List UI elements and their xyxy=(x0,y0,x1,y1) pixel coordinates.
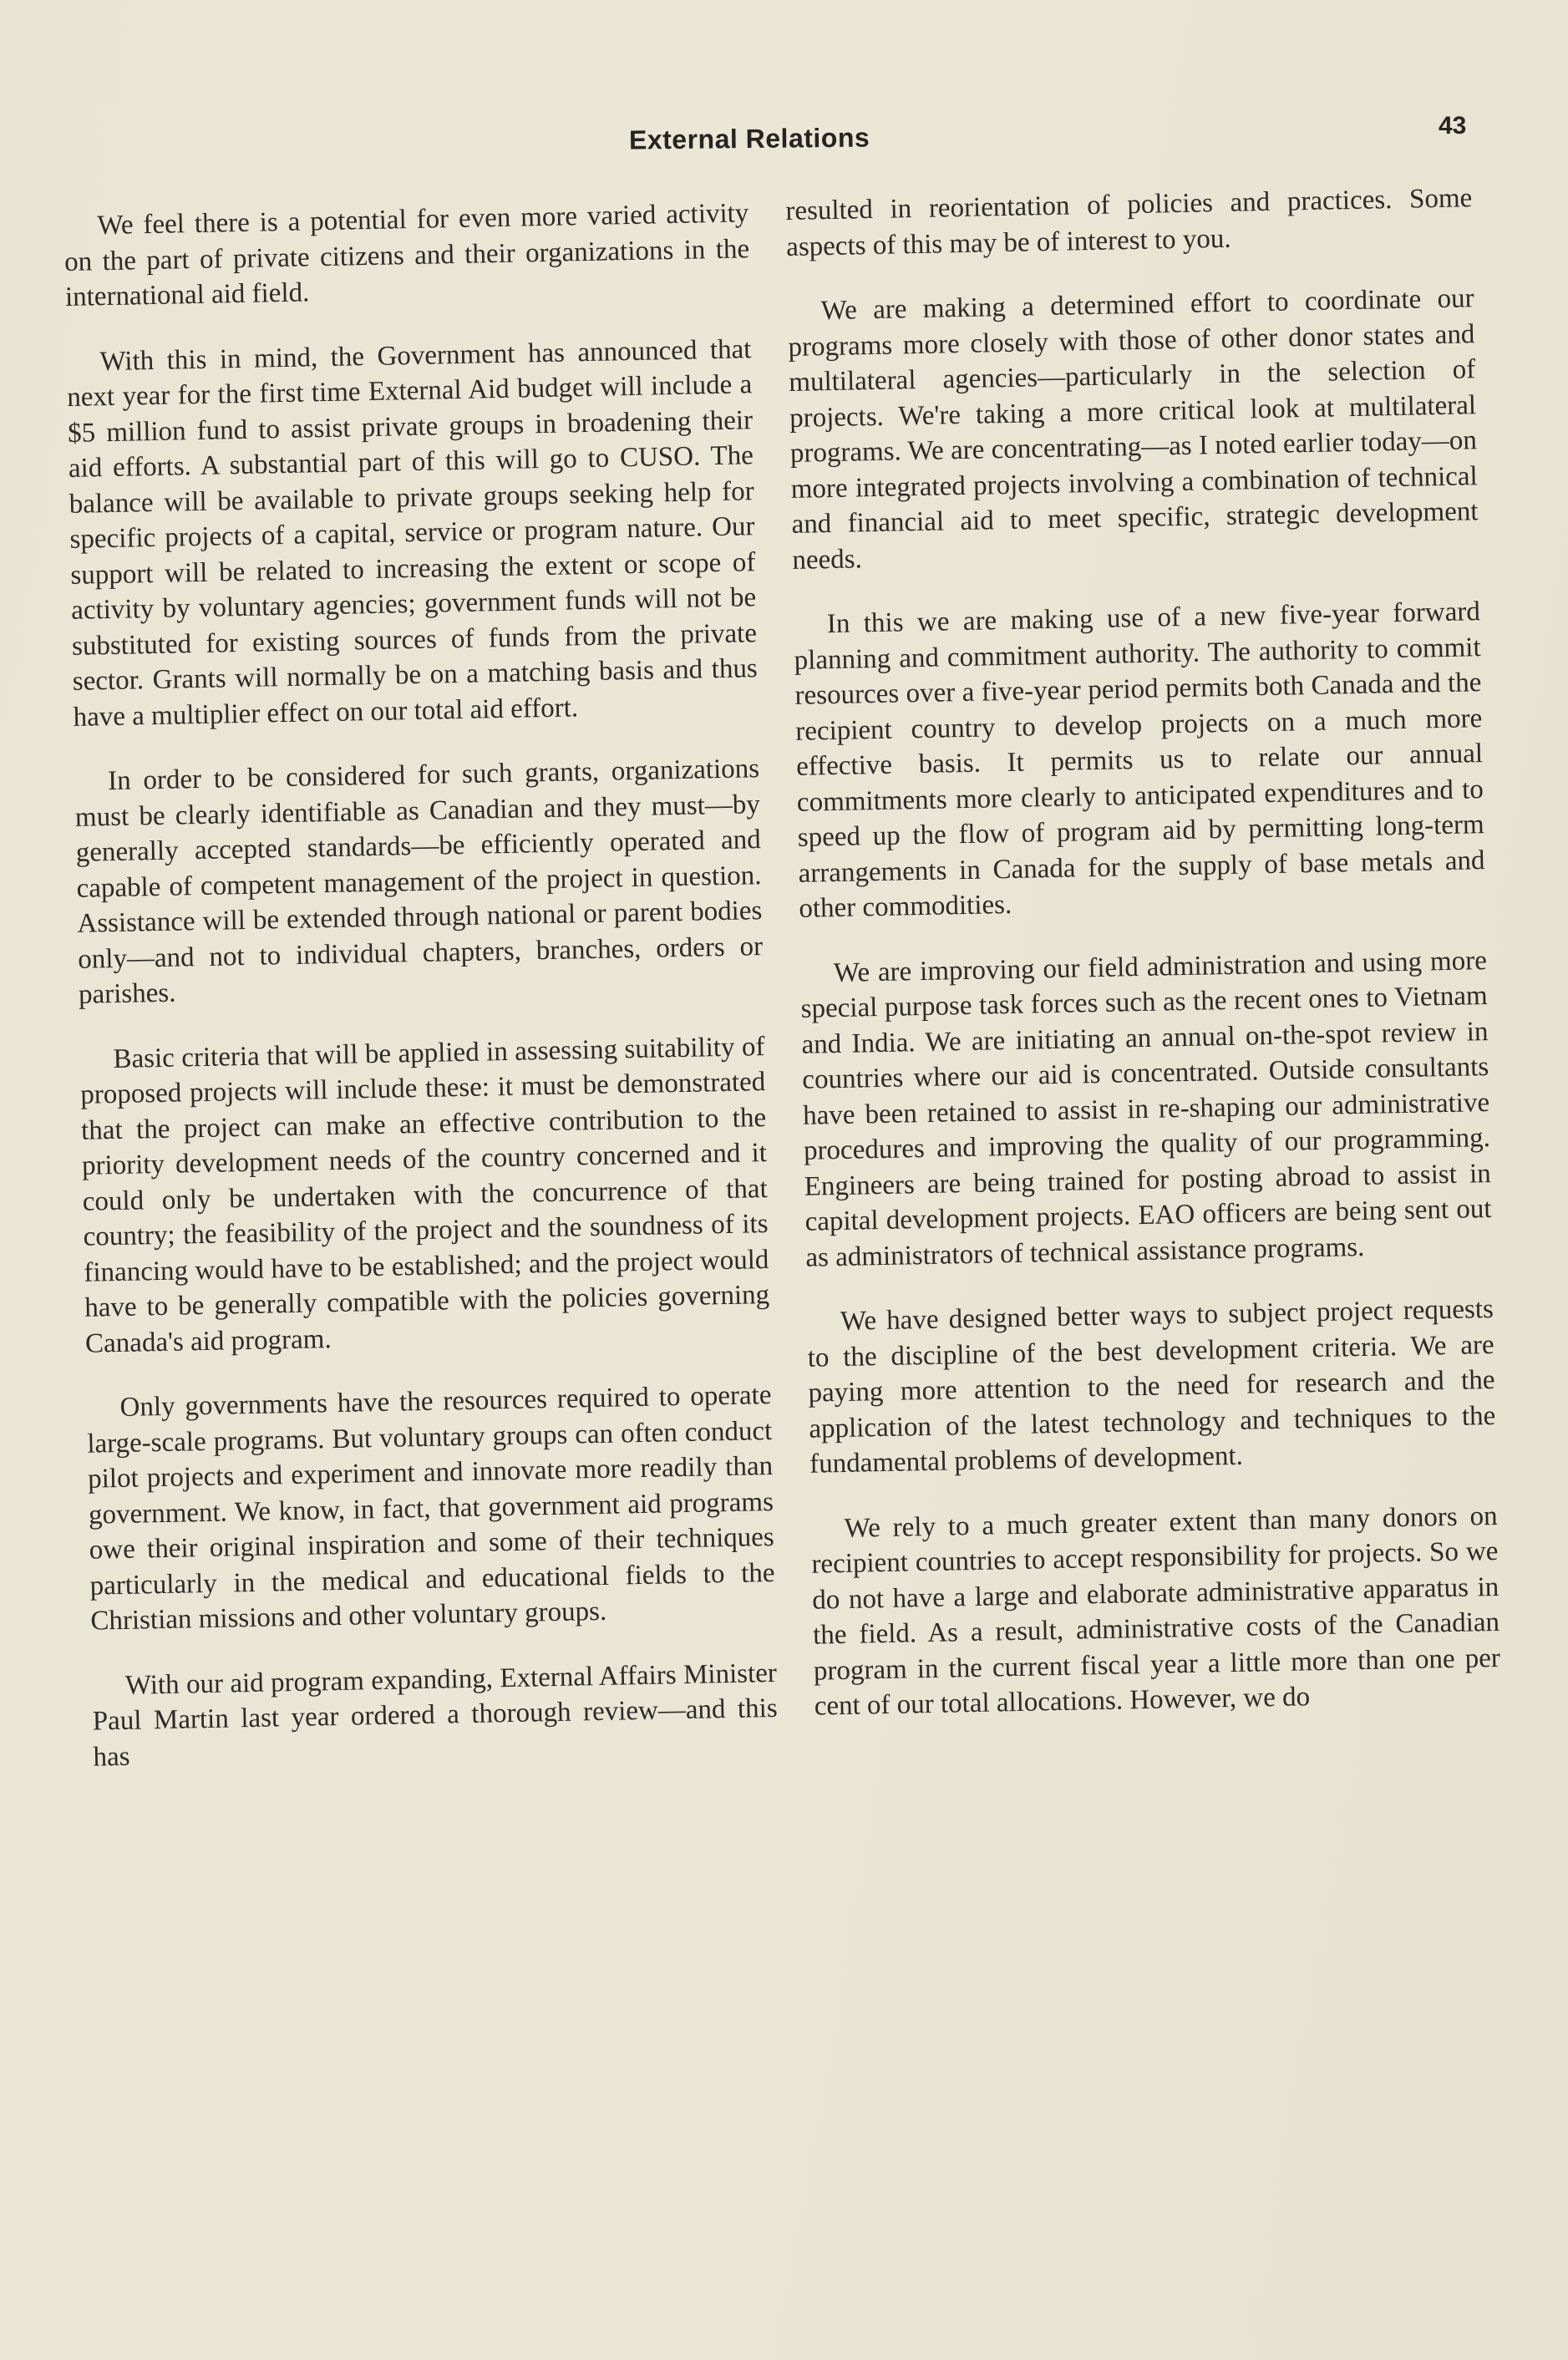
paragraph: We are improving our field administration and using more special purpose task forces such as the recent ones to Vietnam and India. We are initiating an annual on-the-spot review in countries where our aid is concentrated. Outside consultants have been retained to assist in re-shaping our administrative procedures and improving the quality of our programming. Engineers are being trained for posting abroad to assist in capital development projects. EAO officers are being sent out as administrators of technical assistance programs. xyxy=(800,945,1492,1273)
paragraph: We are making a determined effort to coordinate our programs more closely with those of other donor states and multilateral agencies—particularly in the selection of projects. We're taking a more critical look at multilateral programs. We are concentrating—as I noted earlier today—on more integrated projects involving a combination of technical and financial aid to meet specific, strategic development needs. xyxy=(788,283,1479,576)
paragraph: In this we are making use of a new five-year forward planning and commitment authority. The authority to commit resources over a five-year period permits both Canada and the recipient country to develop projects on a much more effective basis. It permits us to relate our annual commitments more clearly to anticipated expenditures and to speed up the flow of program aid by permitting long-term arrangements in Canada for the supply of base metals and other commodities. xyxy=(794,596,1485,924)
paragraph: We rely to a much greater extent than many donors on recipient countries to accept responsibility for projects. So we do not have a large and elaborate administrative apparatus in the field. As a result, administrative costs of the Canadian program in the current fiscal year a little more than one per cent of our total allocations. However, we do xyxy=(811,1500,1501,1722)
paragraph: We feel there is a potential for even more varied activity on the part of private citizens and their organizations in the international aid field. xyxy=(63,198,750,312)
left-column xyxy=(63,195,779,1774)
page-number: 43 xyxy=(1439,112,1467,140)
continued-paragraph: resulted in reorientation of policies and practices. Some aspects of this may be of interest to you. xyxy=(785,183,1473,262)
paragraph: We have designed better ways to subject project requests to the discipline of the best development criteria. We are paying more attention to the need for research and the application of the latest technology and techniques to the fundamental problems of development. xyxy=(807,1293,1496,1479)
paragraph: Only governments have the resources required to operate large-scale programs. But voluntary groups can often conduct pilot projects and experiment and innovate more readily than government. We know, in fact, that government aid programs owe their original inspiration and some of their techniques particularly in the medical and educational fields to the Christian missions and other voluntary groups. xyxy=(87,1379,775,1637)
paragraph: With this in mind, the Government has announced that next year for the first time External Aid budget will include a $5 million fund to assist private groups in broadening their aid efforts. A substantial part of this will go to CUSO. The balance will be available to private groups seeking help for specific projects of a capital, service or program nature. Our support will be related to increasing the extent or scope of activity by voluntary agencies; government funds will not be substituted for existing sources of funds from the private sector. Grants will normally be on a matching basis and thus have a multiplier effect on our total aid effort. xyxy=(66,333,759,733)
paragraph: Basic criteria that will be applied in assessing suitability of proposed projects will include these: it must be demonstrated that the project can make an effective contribution to the priority development needs of the country concerned and it could only be undertaken with the concurrence of that country; the feasibility of the project and the soundness of its financing would have to be established; and the project would have to be generally compatible with the policies governing Canada's aid program. xyxy=(80,1031,770,1359)
running-head: External Relations xyxy=(628,122,870,155)
paragraph: With our aid program expanding, External Affairs Minister Paul Martin last year ordered a thorough review—and this has xyxy=(92,1657,778,1773)
right-column xyxy=(785,180,1501,1724)
paragraph: In order to be considered for such grants, organizations must be clearly identifiable as Canadian and they must—by generally accepted standards—be efficiently operated and capable of competent management of the project in question. Assistance will be extended through national or parent bodies only—and not to individual chapters, branches, orders or parishes. xyxy=(74,754,764,1010)
